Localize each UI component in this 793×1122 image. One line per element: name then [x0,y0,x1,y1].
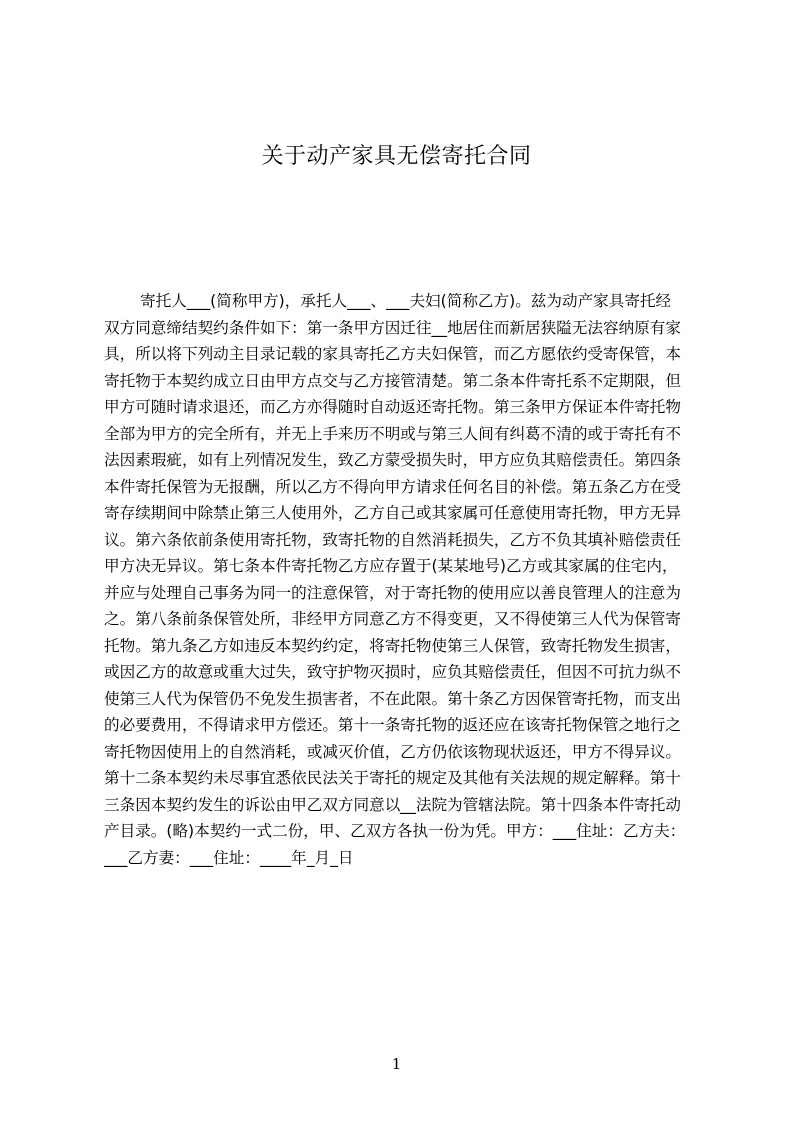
body-line: 的必要费用，不得请求甲方偿还。第十一条寄托物的返还应在该寄托物保管之地行之 [104,716,681,734]
body-line: 全部为甲方的完全所有，并无上手来历不明或与第三人间有纠葛不清的或于寄托有不 [104,424,681,443]
body-line: 甲方可随时请求退还，而乙方亦得随时自动返还寄托物。第三条甲方保证本件寄托物 [104,398,681,416]
body-line: 本件寄托保管为无报酬，所以乙方不得向甲方请求任何名目的补偿。第五条乙方在受 [104,477,681,496]
body-line: 寄托物因使用上的自然消耗，或减灭价值，乙方仍依该物现状返还，甲方不得异议。 [104,742,681,761]
document-title: 关于动产家具无偿寄托合同 [261,144,532,169]
contract-body [104,288,704,871]
page-number: 1 [391,1055,402,1073]
body-line: 第十二条本契约未尽事宜悉依民法关于寄托的规定及其他有关法规的规定解释。第十 [104,769,681,787]
body-line: 寄存续期间中除禁止第三人使用外，乙方自己或其家属可任意使用寄托物，甲方无异 [104,504,681,522]
body-line: 托物。第九条乙方如违反本契约约定，将寄托物使第三人保管，致寄托物发生损害， [104,636,681,655]
body-line: 甲方决无异议。第七条本件寄托物乙方应存置于(某某地号)乙方或其家属的住宅内， [104,557,678,575]
body-line: 使第三人代为保管仍不免发生损害者，不在此限。第十条乙方因保管寄托物，而支出 [104,689,681,708]
body-line: 并应与处理自己事务为同一的注意保管，对于寄托物的使用应以善良管理人的注意为 [104,583,681,602]
body-line: 产目录。(略)本契约一式二份，甲、乙双方各执一份为凭。甲方：___住址：乙方夫： [104,822,686,840]
body-line: 具，所以将下列动主目录记载的家具寄托乙方夫妇保管，而乙方愿依约受寄保管，本 [104,345,681,363]
body-line: 之。第八条前条保管处所，非经甲方同意乙方不得变更，又不得使第三人代为保管寄 [104,610,681,628]
body-line: 三条因本契约发生的诉讼由甲乙双方同意以__法院为管辖法院。第十四条本件寄托动 [104,795,681,814]
body-line: 双方同意缔结契约条件如下：第一条甲方因迁往__地居住而新居狭隘无法容纳原有家 [104,318,681,337]
body-line: 法因素瑕疵，如有上列情况发生，致乙方蒙受损失时，甲方应负其赔偿责任。第四条 [104,451,681,469]
body-line: 寄托物于本契约成立日由甲方点交与乙方接管清楚。第二条本件寄托系不定期限，但 [104,371,681,390]
body-line: 议。第六条依前条使用寄托物，致寄托物的自然消耗损失，乙方不负其填补赔偿责任 [104,530,681,549]
body-line: 或因乙方的故意或重大过失，致守护物灭损时，应负其赔偿责任，但因不可抗力纵不 [104,663,681,681]
body-line: ___乙方妻：___住址：____年_月_日 [104,848,354,867]
body-line: 寄托人___(简称甲方)，承托人___、___夫妇(简称乙方)。兹为动产家具寄托经 [140,292,672,310]
